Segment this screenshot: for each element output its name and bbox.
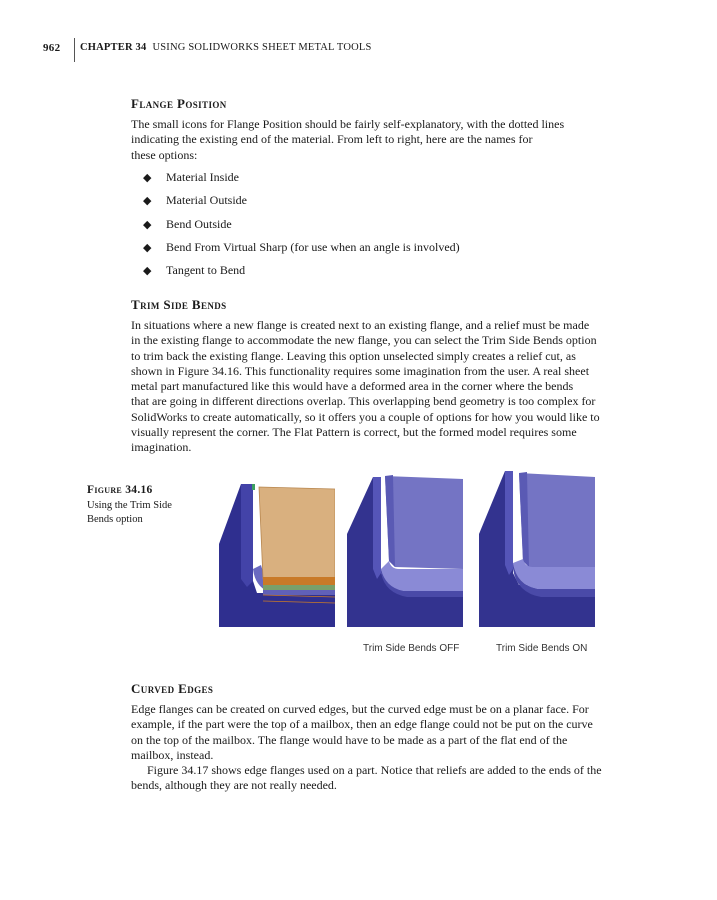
figure-label: Figure 34.16: [87, 484, 153, 496]
figure-caption-line: Using the Trim Side: [87, 499, 172, 511]
chapter-heading: [80, 42, 372, 53]
trim-off-label: Trim Side Bends OFF: [363, 643, 460, 654]
figure-image-flat-pattern: [219, 469, 335, 627]
flange-position-intro: [131, 117, 661, 163]
diamond-bullet-icon: ◆: [143, 265, 152, 278]
trim-side-bends-heading: Trim Side Bends: [131, 297, 227, 312]
diamond-bullet-icon: ◆: [143, 241, 152, 254]
bullet-item: ◆ Bend Outside: [143, 216, 232, 231]
diamond-bullet-icon: ◆: [143, 195, 152, 208]
flange-position-options: [143, 170, 460, 286]
chapter-title: USING SOLIDWORKS SHEET METAL TOOLS: [152, 42, 372, 53]
curved-edges-heading: Curved Edges: [131, 681, 214, 696]
figure-image-trim-on: [479, 469, 595, 627]
diamond-bullet-icon: ◆: [143, 218, 152, 231]
trim-side-bends-paragraph: In situations where a new flange is created next to an existing flange, and a relief must be made in the existing flange to accommodate the new flange, you can select the Trim Side Bends option to trim back the existing flange. Leaving this option unselected simply creates a relief cut, as shown in Figure 34.16. This functionality requires some imagination from the user. A real sheet metal part manufactured like this would have a deformed area in the corner where the bends that are going in different directions overlap. This overlapping bend geometry is too complex for SolidWorks to create automatically, so it offers you a couple of options for how you would like to visually represent the corner. The Flat Pattern is correct, but the formed model requires some imagination.: [131, 318, 600, 455]
bullet-item: ◆ Material Outside: [143, 193, 247, 208]
figure-caption: [87, 483, 197, 528]
curved-edges-paragraph-1: Edge flanges can be created on curved edges, but the curved edge must be on a planar face. For example, if the part were the top of a mailbox, then an edge flange could not be put on the curve on the top of the mailbox. The flange would have to be made as a part of the flat end of the mailbox, instead.: [131, 702, 593, 762]
diamond-bullet-icon: ◆: [143, 172, 152, 184]
figure-caption-line: Bends option: [87, 514, 143, 525]
bullet-item: ◆ Material Inside: [143, 170, 239, 184]
header-divider: [74, 38, 75, 62]
chapter-label: CHAPTER 34: [80, 42, 147, 53]
figure-image-trim-off: [347, 469, 463, 627]
page-header: [0, 38, 717, 62]
flange-position-heading: Flange Position: [131, 96, 227, 111]
intro-line: indicating the existing end of the material. From left to right, here are the names for: [131, 132, 533, 147]
bullet-item: ◆ Bend From Virtual Sharp (for use when an angle is involved): [143, 239, 460, 254]
trim-on-label: Trim Side Bends ON: [496, 643, 588, 654]
page-number: 962: [43, 42, 61, 54]
intro-line: these options:: [131, 147, 198, 162]
intro-line: The small icons for Flange Position should be fairly self-explanatory, with the dotted lines: [131, 117, 565, 131]
curved-edges-paragraph-2: Figure 34.17 shows edge flanges used on a part. Notice that reliefs are added to the ends of the bends, although they are not really needed.: [131, 763, 602, 793]
bullet-item: ◆ Tangent to Bend: [143, 263, 246, 278]
